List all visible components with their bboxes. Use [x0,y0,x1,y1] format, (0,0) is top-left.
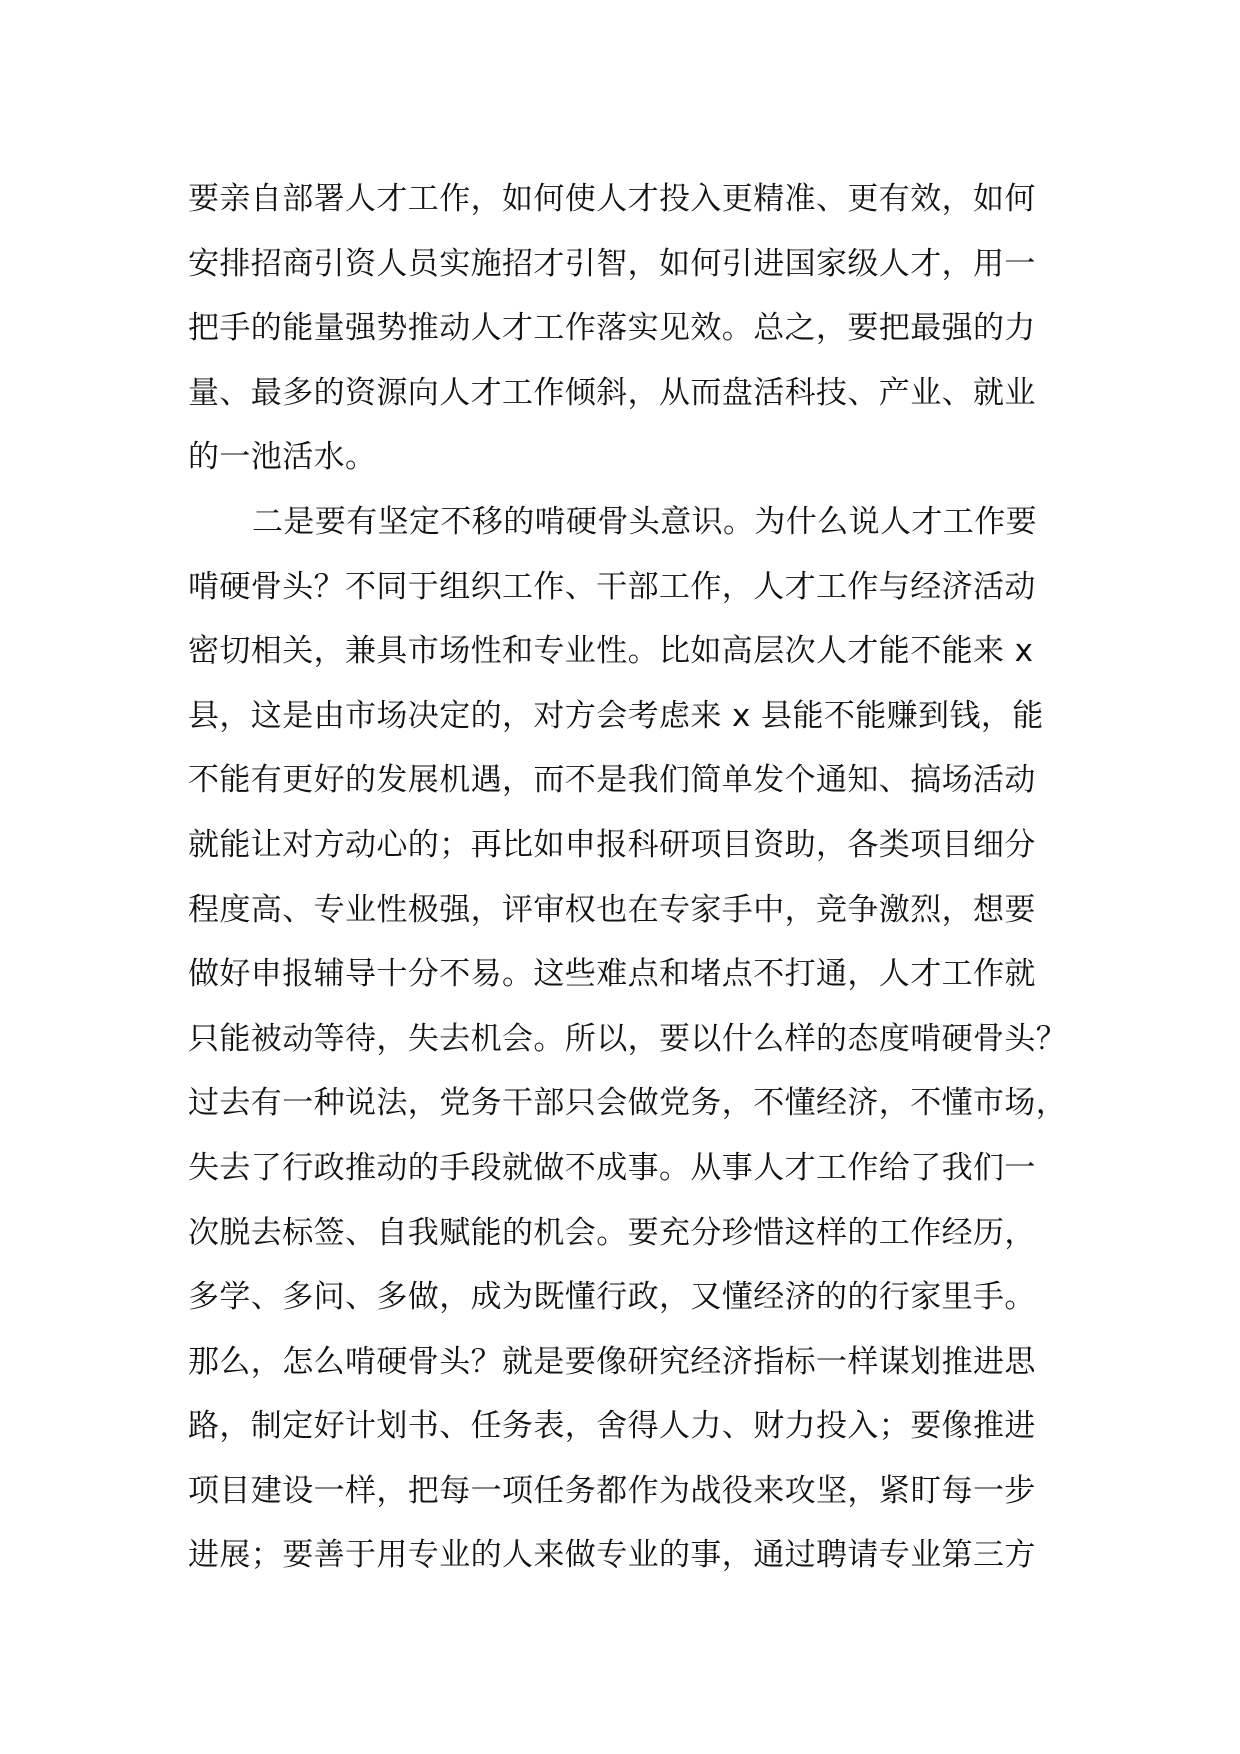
text-line: 量、最多的资源向人才工作倾斜，从而盘活科技、产业、就业 [188,374,1036,411]
paragraph-first-line: 二是要有坚定不移的啃硬骨头意识。为什么说人才工作要 [252,503,1037,540]
text-line: 啃硬骨头？不同于组织工作、干部工作，人才工作与经济活动 [188,568,1036,605]
body-text [188,167,1088,1588]
text-line: 的一池活水。 [188,439,377,476]
text-line: 不能有更好的发展机遇，而不是我们简单发个通知、搞场活动 [188,762,1036,799]
text-line: 项目建设一样，把每一项任务都作为战役来攻坚，紧盯每一步 [188,1472,1036,1509]
text-line: 失去了行政推动的手段就做不成事。从事人才工作给了我们一 [188,1149,1036,1186]
text-line: 过去有一种说法，党务干部只会做党务，不懂经济，不懂市场， [188,1085,1068,1122]
text-line: 次脱去标签、自我赋能的机会。要充分珍惜这样的工作经历， [188,1214,1036,1251]
text-line: 路，制定好计划书、任务表，舍得人力、财力投入；要像推进 [188,1408,1036,1445]
text-line: 要亲自部署人才工作，如何使人才投入更精准、更有效，如何 [188,181,1036,217]
text-line: 密切相关，兼具市场性和专业性。比如高层次人才能不能来 x [188,633,1034,670]
text-line: 那么，怎么啃硬骨头？就是要像研究经济指标一样谋划推进思 [188,1343,1036,1380]
text-line: 就能让对方动心的；再比如申报科研项目资助，各类项目细分 [188,826,1036,863]
text-line: 程度高、专业性极强，评审权也在专家手中，竞争激烈，想要 [188,891,1036,928]
text-line: 进展；要善于用专业的人来做专业的事，通过聘请专业第三方 [188,1537,1036,1574]
text-line: 只能被动等待，失去机会。所以，要以什么样的态度啃硬骨头？ [188,1020,1068,1057]
text-line: 把手的能量强势推动人才工作落实见效。总之，要把最强的力 [188,310,1036,347]
text-line: 安排招商引资人员实施招才引智，如何引进国家级人才，用一 [188,245,1036,282]
text-line: 县，这是由市场决定的，对方会考虑来 x 县能不能赚到钱，能 [188,697,1044,734]
text-line: 多学、多问、多做，成为既懂行政，又懂经济的的行家里手。 [188,1279,1036,1316]
text-line: 做好申报辅导十分不易。这些难点和堵点不打通，人才工作就 [188,956,1036,993]
